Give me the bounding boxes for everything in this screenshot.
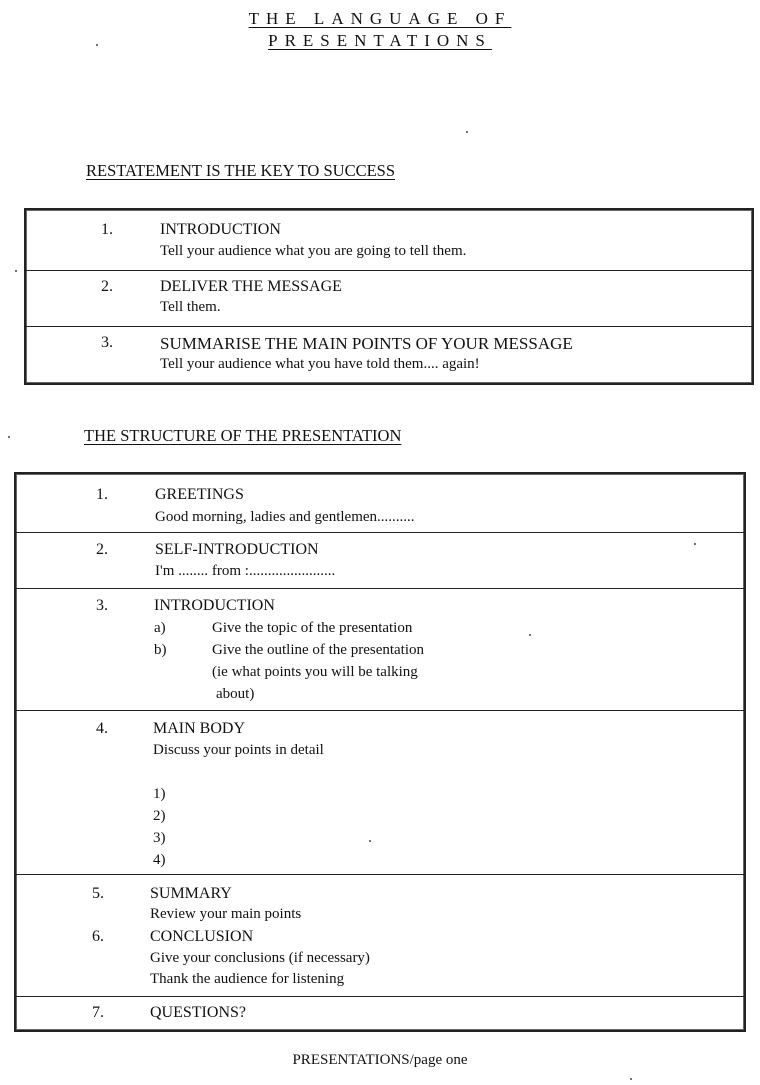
structure-row-greetings xyxy=(16,474,744,533)
self-introduction-heading: SELF-INTRODUCTION xyxy=(155,541,319,558)
scan-speck xyxy=(96,44,98,46)
conclusion-text-2: Thank the audience for listening xyxy=(150,971,345,987)
restatement-box xyxy=(24,208,754,385)
restatement-row-1 xyxy=(26,210,752,271)
document-title-line-1: THE LANGUAGE OF xyxy=(248,9,512,28)
restatement-row-2 xyxy=(26,270,752,327)
scan-speck xyxy=(15,270,17,272)
main-body-text: Discuss your points in detail xyxy=(153,742,324,758)
restatement-number-1: 1. xyxy=(101,221,113,238)
structure-row-introduction xyxy=(16,588,744,711)
introduction-point-a-text: Give the topic of the presentation xyxy=(212,620,413,636)
restatement-row-3 xyxy=(26,326,752,383)
main-body-heading: MAIN BODY xyxy=(153,720,245,737)
introduction-point-a-label: a) xyxy=(154,620,166,636)
introduction-number: 3. xyxy=(96,597,108,614)
introduction-heading: INTRODUCTION xyxy=(154,597,275,614)
questions-number: 7. xyxy=(92,1004,104,1021)
restatement-text-1: Tell your audience what you are going to tell them. xyxy=(160,243,467,259)
scan-speck xyxy=(466,131,468,133)
restatement-number-3: 3. xyxy=(101,334,113,351)
introduction-point-b-text-2: (ie what points you will be talking xyxy=(212,664,418,680)
page-footer: PRESENTATIONS/page one xyxy=(292,1052,468,1068)
self-introduction-text: I'm ........ from :....................... xyxy=(155,563,336,579)
restatement-heading-2: DELIVER THE MESSAGE xyxy=(160,278,342,295)
self-introduction-number: 2. xyxy=(96,541,108,558)
greetings-number: 1. xyxy=(96,486,108,503)
summary-number: 5. xyxy=(92,885,104,902)
introduction-point-b-text-1: Give the outline of the presentation xyxy=(212,642,425,658)
summary-heading: SUMMARY xyxy=(150,885,232,902)
main-body-point-1: 1) xyxy=(153,786,166,802)
structure-row-main-body xyxy=(16,710,744,875)
scan-speck xyxy=(694,543,696,545)
conclusion-heading: CONCLUSION xyxy=(150,928,254,945)
restatement-heading-3: SUMMARISE THE MAIN POINTS OF YOUR MESSAGE xyxy=(160,334,573,353)
summary-text: Review your main points xyxy=(150,906,302,922)
structure-row-questions xyxy=(16,996,744,1030)
main-body-point-3: 3) xyxy=(153,830,166,846)
introduction-point-b-text-3: about) xyxy=(216,686,255,702)
scan-speck xyxy=(8,436,10,438)
main-body-point-4: 4) xyxy=(153,852,166,868)
restatement-heading-1: INTRODUCTION xyxy=(160,221,281,238)
restatement-text-3: Tell your audience what you have told them.... again! xyxy=(160,356,480,372)
structure-row-summary-conclusion xyxy=(16,874,744,997)
greetings-text: Good morning, ladies and gentlemen.......... xyxy=(155,509,415,525)
restatement-number-2: 2. xyxy=(101,278,113,295)
structure-heading: THE STRUCTURE OF THE PRESENTATION xyxy=(84,426,402,445)
scan-speck xyxy=(529,634,531,636)
introduction-point-b-label: b) xyxy=(154,642,167,658)
conclusion-number: 6. xyxy=(92,928,104,945)
structure-row-self-introduction xyxy=(16,532,744,589)
main-body-number: 4. xyxy=(96,720,108,737)
restatement-text-2: Tell them. xyxy=(160,299,221,315)
conclusion-text-1: Give your conclusions (if necessary) xyxy=(150,950,370,966)
main-body-point-2: 2) xyxy=(153,808,166,824)
document-title-line-2: PRESENTATIONS xyxy=(268,31,492,50)
structure-box xyxy=(14,472,746,1032)
questions-heading: QUESTIONS? xyxy=(150,1004,246,1021)
greetings-heading: GREETINGS xyxy=(155,486,244,503)
scan-speck xyxy=(369,840,371,842)
scan-speck xyxy=(630,1078,632,1080)
restatement-heading: RESTATEMENT IS THE KEY TO SUCCESS xyxy=(86,161,396,180)
